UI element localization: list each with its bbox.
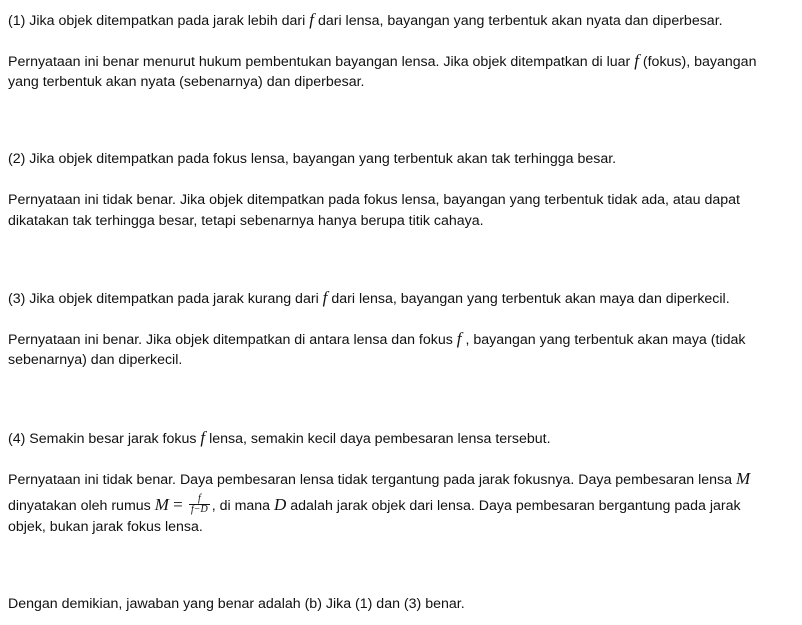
explanation-4-text-b: dinyatakan oleh rumus (8, 498, 155, 514)
explanation-3-line-1 (8, 329, 745, 350)
symbol-f: f (456, 329, 462, 348)
explanation-1-text-b: (fokus), bayangan (638, 54, 757, 70)
statement-3 (8, 288, 730, 309)
formula-lhs: M (154, 495, 169, 514)
conclusion (8, 594, 465, 614)
explanation-1-line-1 (8, 51, 756, 72)
explanation-1-text-a: Pernyataan ini benar menurut hukum pembentukan bayangan lensa. Jika objek ditempatkan di luar (8, 54, 635, 70)
statement-1-text-b: dari lensa, bayangan yang terbentuk akan nyata dan diperbesar. (314, 13, 723, 29)
explanation-3-text-c: sebenarnya) dan diperkecil. (8, 352, 183, 368)
explanation-2-text-a: Pernyataan ini tidak benar. Jika objek ditempatkan pada fokus lensa, bayangan yang terbentuk tidak ada, atau dapat (8, 192, 740, 208)
explanation-1-text-c: yang terbentuk akan nyata (sebenarnya) dan diperbesar. (8, 74, 365, 90)
explanation-4-line-2 (8, 492, 741, 517)
explanation-3-text-a: Pernyataan ini benar. Jika objek ditempatkan di antara lensa dan fokus (8, 332, 457, 348)
fraction-denominator: f−D (190, 503, 208, 515)
statement-4 (8, 428, 551, 449)
symbol-f: f (200, 428, 206, 447)
statement-3-text-a: (3) Jika objek ditempatkan pada jarak kurang dari (8, 291, 323, 307)
statement-3-text-b: dari lensa, bayangan yang terbentuk akan maya dan diperkecil. (327, 291, 730, 307)
explanation-4-line-1 (8, 469, 750, 490)
explanation-2-text-b: dikatakan tak terhingga besar, tetapi sebenarnya hanya berupa titik cahaya. (8, 213, 484, 229)
statement-1 (8, 10, 723, 31)
explanation-2-line-2 (8, 211, 484, 231)
symbol-f: f (309, 10, 314, 29)
explanation-4-line-3 (8, 517, 203, 537)
explanation-3-line-2 (8, 350, 182, 370)
statement-4-text-b: lensa, semakin kecil daya pembesaran lensa tersebut. (205, 431, 551, 447)
symbol-f: f (322, 288, 328, 307)
statement-2 (8, 149, 616, 169)
explanation-4-text-c: , di mana (211, 498, 275, 514)
symbol-m: M (735, 469, 751, 488)
explanation-4-text-a: Pernyataan ini tidak benar. Daya pembesaran lensa tidak tergantung pada jarak fokusnya. Daya pembesaran lensa (8, 472, 736, 488)
formula-equals: = (168, 495, 187, 514)
explanation-2-line-1 (8, 190, 740, 210)
explanation-1-line-2 (8, 72, 365, 92)
symbol-d: D (274, 495, 287, 514)
fraction-numerator: f (197, 492, 201, 504)
explanation-4-text-d: adalah jarak objek dari lensa. Daya pembesaran bergantung pada jarak (286, 498, 741, 514)
formula-fraction (189, 494, 210, 515)
explanation-4-text-e: objek, bukan jarak fokus lensa. (8, 519, 203, 535)
statement-1-text-a: (1) Jika objek ditempatkan pada jarak lebih dari (8, 13, 310, 29)
statement-4-text-a: (4) Semakin besar jarak fokus (8, 431, 201, 447)
explanation-3-text-b: , bayangan yang terbentuk akan maya (tidak (461, 332, 746, 348)
statement-2-text: (2) Jika objek ditempatkan pada fokus lensa, bayangan yang terbentuk akan tak terhingga besar. (8, 151, 617, 167)
symbol-f: f (634, 51, 639, 70)
conclusion-text: Dengan demikian, jawaban yang benar adalah (b) Jika (1) dan (3) benar. (8, 596, 465, 612)
